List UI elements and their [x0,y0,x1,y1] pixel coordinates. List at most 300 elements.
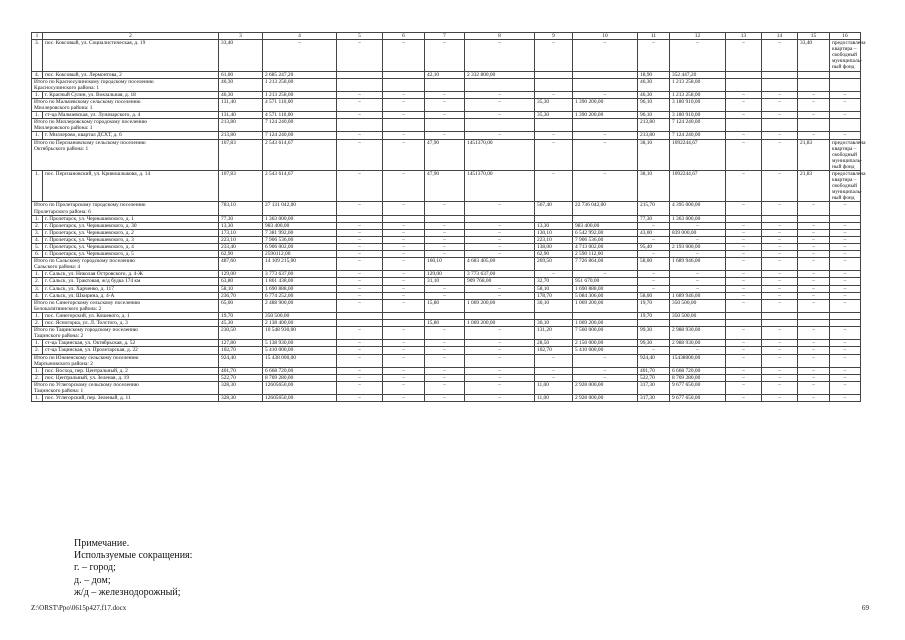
column-header: 14 [762,33,798,40]
table-row [32,285,861,292]
table-cell: – [383,229,425,236]
table-cell: 15,80 [425,320,465,327]
column-header: 15 [798,33,830,40]
notes-subtitle: Используемые сокращения: [74,550,193,562]
table-cell: – [830,374,861,381]
table-cell: – [762,327,798,340]
table-cell: – [638,278,670,285]
table-cell [798,71,830,78]
table-cell: 1 213 258,00 [263,78,337,91]
table-cell: 107,83 [219,139,263,170]
table-cell [535,78,573,91]
table-cell [726,312,762,319]
table-cell: г. Пролетарск, ул. Чернышевского, д. 1 [43,215,219,222]
table-cell: – [425,395,465,402]
table-cell: – [465,347,535,354]
table-cell: 4 571 110,00 [263,112,337,119]
table-cell: 14 109 215,00 [263,258,337,271]
table-header-row [32,33,861,40]
table-cell [830,312,861,319]
table-cell: – [337,258,383,271]
table-cell: – [798,278,830,285]
table-cell: 2 928 000,00 [573,381,638,394]
table-cell: – [670,347,726,354]
data-table [31,32,866,402]
table-cell: – [425,381,465,394]
table-row [32,395,861,402]
table-cell: 5 084 306,00 [573,292,638,299]
table-cell: – [383,91,425,98]
table-cell: 58,10 [535,285,573,292]
table-cell: – [535,139,573,170]
table-cell: – [383,170,425,201]
table-cell: – [425,367,465,374]
table-cell: – [798,244,830,251]
column-header: 2 [43,33,219,40]
table-cell: 6 542 992,00 [573,229,638,236]
table-cell: 2 193 000,00 [670,244,726,251]
table-cell: – [830,251,861,258]
table-subtotal-row [32,258,861,271]
table-cell: 107,83 [219,170,263,201]
table-cell: – [573,132,638,139]
table-cell: – [798,299,830,312]
table-cell: 1 390 200,00 [573,98,638,111]
table-cell: – [465,91,535,98]
table-cell: 2590112,00 [263,251,337,258]
table-cell: – [670,278,726,285]
table-cell: 7 124 240,00 [263,132,337,139]
table-cell: 983 400,00 [573,222,638,229]
table-cell: – [465,222,535,229]
table-cell: 3 773 637,00 [263,271,337,278]
table-cell: – [425,112,465,119]
table-cell: – [638,285,670,292]
table-cell: – [798,98,830,111]
table-cell: 4 713 002,00 [573,244,638,251]
table-row [32,278,861,285]
table-cell: – [573,374,638,381]
table-cell: 4 395 000,00 [670,202,726,215]
table-cell: 4. [32,292,43,299]
table-cell: – [798,132,830,139]
table-cell: 1. [32,91,43,98]
table-cell: – [383,251,425,258]
table-cell [337,312,383,319]
table-cell [425,215,465,222]
table-cell [726,320,762,327]
table-cell: – [830,340,861,347]
table-subtotal-row [32,381,861,394]
table-cell: – [830,258,861,271]
table-cell: – [762,367,798,374]
table-cell: – [535,132,573,139]
table-cell: – [535,271,573,278]
subtotal-label: Итого по Миллеровскому городскому поселению Миллеровского района: 1 [32,119,219,132]
table-row [32,251,861,258]
table-cell: – [798,285,830,292]
table-cell: – [762,278,798,285]
column-header: 1 [32,33,43,40]
table-cell [638,320,670,327]
table-cell: 38,10 [638,139,670,170]
table-cell: 1451370,00 [465,139,535,170]
table-cell: – [762,258,798,271]
table-cell: 401,70 [638,367,670,374]
notes-item: д. – дом; [74,574,111,586]
table-cell: г. Пролетарск, ул. Чернышевского, д. 5 [43,251,219,258]
table-row [32,292,861,299]
table-cell: 7 906 536,00 [573,236,638,243]
table-cell: 12605650,00 [263,395,337,402]
table-cell: – [535,170,573,201]
table-cell: 45,30 [219,320,263,327]
table-cell: 131,40 [219,98,263,111]
table-cell: – [726,271,762,278]
table-cell: – [465,40,535,71]
table-cell: – [465,244,535,251]
table-cell: пос. Коксовый, ул. Социалистическая, д. 19 [43,40,219,71]
table-cell [762,320,798,327]
table-cell: – [726,91,762,98]
table-cell: 223,10 [535,236,573,243]
table-subtotal-row [32,354,861,367]
table-cell: – [726,139,762,170]
table-cell [425,312,465,319]
table-cell: 783,10 [219,202,263,215]
table-cell: – [762,112,798,119]
table-cell: 1. [32,395,43,402]
table-cell: 567,40 [535,202,573,215]
table-cell: – [762,91,798,98]
table-cell: 2 590 112,00 [573,251,638,258]
table-cell: 352 447,20 [670,71,726,78]
table-cell: 1 690 888,00 [573,285,638,292]
table-cell: 3. [32,229,43,236]
table-cell: – [762,222,798,229]
table-row [32,340,861,347]
table-cell: 138,00 [535,244,573,251]
table-cell: 230,50 [219,327,263,340]
table-cell: – [573,40,638,71]
table-cell: 1 069 200,00 [465,299,535,312]
table-cell: – [726,381,762,394]
table-cell: – [798,340,830,347]
table-cell: 2 543 614,67 [263,139,337,170]
table-row [32,271,861,278]
table-cell: 95,40 [638,244,670,251]
table-cell: 1 690 888,00 [263,285,337,292]
table-cell: – [798,347,830,354]
table-cell [726,71,762,78]
table-subtotal-row [32,299,861,312]
column-header: 7 [425,33,465,40]
table-cell: 1. [32,312,43,319]
table-cell: – [535,91,573,98]
table-cell: 7 124 240,00 [263,119,337,132]
table-cell: 223,10 [219,236,263,243]
table-cell: – [383,367,425,374]
table-cell: – [383,395,425,402]
table-cell: – [726,202,762,215]
table-cell: 1. [32,271,43,278]
table-cell: 213,80 [219,119,263,132]
table-cell: г. Миллерово, квартал ДСХТ, д. 6 [43,132,219,139]
table-cell: 10 548 930,00 [263,327,337,340]
table-cell [337,71,383,78]
table-cell: 1 861 438,00 [263,278,337,285]
table-cell: – [830,278,861,285]
table-cell: – [383,285,425,292]
table-cell: 213,80 [638,119,670,132]
table-cell: – [638,222,670,229]
table-cell: 8 769 280,00 [263,374,337,381]
table-cell: г. Сальск, ул. Николая Островского, д. 4-Ж [43,271,219,278]
table-cell: – [762,229,798,236]
table-cell [798,320,830,327]
table-cell: – [425,91,465,98]
table-cell: 38,10 [638,170,670,201]
table-cell: 42,10 [425,71,465,78]
table-cell: – [798,112,830,119]
table-cell: 3 180 910,00 [670,112,726,119]
table-cell: 99,30 [638,327,670,340]
table-cell: – [726,244,762,251]
table-cell: г. Пролетарск, ул. Чернышевского, д. 4 [43,244,219,251]
table-cell: 46,30 [638,78,670,91]
table-cell: – [830,367,861,374]
table-cell: – [337,202,383,215]
table-cell: – [337,381,383,394]
table-cell: – [830,202,861,215]
table-cell: – [425,292,465,299]
table-cell [535,71,573,78]
table-cell: – [263,40,337,71]
table-cell [762,71,798,78]
table-cell: 28,50 [535,340,573,347]
table-cell: 6. [32,251,43,258]
table-cell: – [337,374,383,381]
table-cell: 77,30 [638,215,670,222]
notes-title: Примечание. [74,538,130,549]
table-cell: 6 906 002,00 [263,244,337,251]
table-cell: – [798,292,830,299]
table-cell: – [726,236,762,243]
column-header: 4 [263,33,337,40]
table-cell [726,215,762,222]
table-cell: – [798,202,830,215]
table-cell: – [337,222,383,229]
column-header: 12 [670,33,726,40]
table-cell: 127,80 [219,340,263,347]
table-cell: 350 500,00 [670,312,726,319]
table-cell: предоставлена квартира – свободный муниципаль- ный фонд [830,40,861,71]
table-cell: 213,80 [638,132,670,139]
table-cell: – [726,251,762,258]
table-cell [465,78,535,91]
table-cell [762,119,798,132]
table-cell: 1. [32,367,43,374]
table-cell: г. Сальск, ул. Харченко, д. 117 [43,285,219,292]
table-cell [830,119,861,132]
table-cell: – [383,278,425,285]
table-cell [798,312,830,319]
table-cell: – [670,251,726,258]
table-cell: – [425,285,465,292]
table-cell [425,78,465,91]
table-cell: 4. [32,71,43,78]
table-cell [383,312,425,319]
table-cell: – [762,299,798,312]
table-cell [726,119,762,132]
table-cell: – [726,354,762,367]
table-cell: ст-ца Тацинская, ул. Октябрьская, д. 52 [43,340,219,347]
table-subtotal-row [32,327,861,340]
table-cell: – [726,98,762,111]
table-cell: – [726,340,762,347]
table-cell: 4 571 110,00 [263,98,337,111]
subtotal-label: Итого по Мальчевскому сельскому поселению Миллеровского района: 1 [32,98,219,111]
table-cell: 2 543 614,67 [263,170,337,201]
column-header: 5 [337,33,383,40]
notes-section [74,538,192,599]
table-cell: пос. Синегорский, ул. Кошевого, д. 1 [43,312,219,319]
table-cell: – [337,367,383,374]
table-cell [337,320,383,327]
table-cell: 11,00 [535,395,573,402]
table-cell: 7 906 536,00 [263,236,337,243]
table-cell: – [726,292,762,299]
table-cell: – [465,354,535,367]
table-cell: 19,70 [638,312,670,319]
table-cell: 27 131 042,00 [263,202,337,215]
table-cell: – [535,354,573,367]
table-cell: – [798,367,830,374]
table-cell: 15438000,00 [670,354,726,367]
table-cell: 131,40 [219,112,263,119]
table-cell: г. Сальск, ул. Шкирина, д. 4-А [43,292,219,299]
table-cell: – [383,299,425,312]
table-cell: 96,10 [638,98,670,111]
table-cell: – [337,292,383,299]
table-cell: 2 988 930,00 [670,327,726,340]
subtotal-label: Итого по Сальскому городскому поселению Сальского района: 4 [32,258,219,271]
column-header: 11 [638,33,670,40]
table-cell: – [383,202,425,215]
table-row [32,215,861,222]
table-cell: – [573,271,638,278]
table-subtotal-row [32,139,861,170]
table-cell: – [383,354,425,367]
subtotal-label: Итого по Персиановскому сельскому поселению Октябрьского района: 1 [32,139,219,170]
table-cell: – [425,40,465,71]
table-cell [465,215,535,222]
table-cell: 2 138 400,00 [263,320,337,327]
table-cell: – [798,327,830,340]
table-cell: 2 928 000,00 [573,395,638,402]
table-cell: 1 363 000,00 [670,215,726,222]
table-cell: 2. [32,347,43,354]
table-cell: 19,70 [638,299,670,312]
table-cell: – [762,40,798,71]
table-cell: 5. [32,244,43,251]
table-cell: – [425,251,465,258]
table-cell: 909 768,00 [465,278,535,285]
table-cell: – [465,374,535,381]
table-cell: – [337,40,383,71]
table-cell: – [830,229,861,236]
table-cell: – [726,258,762,271]
table-cell: – [337,170,383,201]
table-cell: 7 381 992,00 [263,229,337,236]
table-cell: г. Пролетарск, ул. Чернышевского, д. 2 [43,229,219,236]
table-cell: 33,40 [798,40,830,71]
subtotal-label: Итого по Углегорскому сельскому поселению Тацинского района: 1 [32,381,219,394]
table-row [32,132,861,139]
table-cell: – [337,236,383,243]
table-cell: 2. [32,278,43,285]
table-cell: 13,30 [535,222,573,229]
table-row [32,312,861,319]
table-cell: 130,10 [535,229,573,236]
table-cell: 18,90 [638,71,670,78]
table-cell: – [830,91,861,98]
table-cell: – [425,327,465,340]
table-cell: 7 124 240,00 [670,132,726,139]
table-cell: 924,40 [219,354,263,367]
table-row [32,71,861,78]
table-cell: 5 138 930,00 [263,340,337,347]
table-cell: – [830,395,861,402]
table-cell: – [830,112,861,119]
table-cell [830,71,861,78]
table-cell: – [726,278,762,285]
table-cell: 160,10 [425,258,465,271]
table-cell: – [798,271,830,278]
table-cell [383,119,425,132]
table-cell: 46,30 [638,91,670,98]
table-cell: – [798,222,830,229]
table-cell: – [830,236,861,243]
table-cell: 1092244,67 [670,139,726,170]
table-cell: 213,80 [219,132,263,139]
table-cell: 129,00 [425,271,465,278]
table-cell: 328,30 [219,395,263,402]
table-cell: – [383,292,425,299]
table-cell: – [638,251,670,258]
table-cell: – [425,202,465,215]
table-cell: ст-ца Мальчевская, ул. Луначарского, д. 4 [43,112,219,119]
table-cell [798,215,830,222]
table-cell: пос. Восход, пер. Центральный, д. 2 [43,367,219,374]
table-cell: – [425,354,465,367]
table-sheet [31,32,866,402]
table-cell: – [465,251,535,258]
table-cell: – [762,244,798,251]
table-cell: 401,70 [219,367,263,374]
table-cell: 7 726 864,00 [573,258,638,271]
table-row [32,367,861,374]
table-cell: предоставлена квартира – свободный муниципаль- ный фонд [830,170,861,201]
table-cell: 1092244,67 [670,170,726,201]
table-cell: 5 410 000,00 [573,347,638,354]
table-cell: г. Пролетарск, ул. Чернышевского, д. 30 [43,222,219,229]
table-cell: – [465,340,535,347]
table-cell [762,312,798,319]
table-cell: пос. Персиановский, ул. Кривошлыкова, д. 14 [43,170,219,201]
table-cell: пос. Коксовый, ул. Лермонтова, 2 [43,71,219,78]
table-cell: – [726,285,762,292]
